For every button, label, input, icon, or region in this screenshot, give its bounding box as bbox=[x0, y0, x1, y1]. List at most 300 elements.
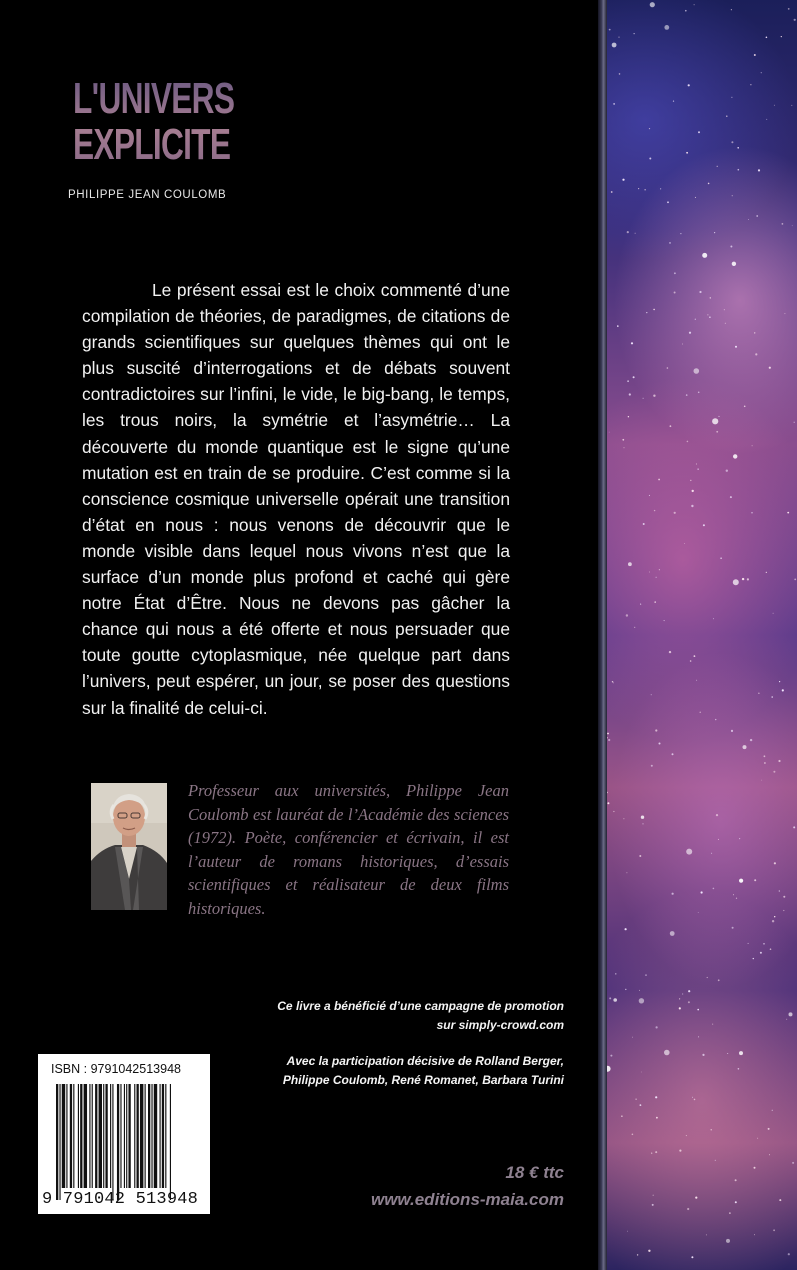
star bbox=[718, 839, 719, 840]
star bbox=[731, 9, 732, 10]
star bbox=[667, 367, 669, 369]
star bbox=[770, 948, 772, 950]
barcode-bar bbox=[170, 1084, 171, 1200]
star bbox=[619, 73, 621, 75]
barcode-bar bbox=[126, 1084, 127, 1188]
star bbox=[773, 771, 775, 773]
author-photo bbox=[91, 783, 167, 910]
star bbox=[718, 979, 720, 981]
barcode-bar bbox=[59, 1084, 60, 1200]
star bbox=[766, 37, 768, 39]
star bbox=[698, 912, 699, 913]
barcode-bar bbox=[80, 1084, 82, 1188]
star bbox=[761, 72, 762, 73]
star bbox=[638, 188, 639, 189]
star bbox=[784, 313, 785, 314]
star bbox=[649, 572, 650, 573]
star bbox=[697, 1009, 699, 1011]
barcode-bar bbox=[154, 1084, 157, 1188]
star bbox=[783, 896, 785, 898]
star bbox=[685, 10, 687, 12]
book-title bbox=[73, 76, 234, 168]
star bbox=[696, 464, 697, 465]
star bbox=[646, 312, 647, 313]
star bbox=[690, 480, 691, 481]
star bbox=[710, 297, 711, 298]
star bbox=[742, 578, 744, 580]
star bbox=[726, 1239, 730, 1243]
star bbox=[783, 910, 784, 911]
star bbox=[756, 215, 758, 217]
star bbox=[654, 510, 655, 511]
barcode-bar bbox=[140, 1084, 143, 1188]
star bbox=[660, 188, 661, 189]
star bbox=[715, 719, 716, 720]
star bbox=[782, 223, 784, 225]
barcode-bar bbox=[110, 1084, 111, 1188]
star bbox=[712, 1024, 713, 1025]
star bbox=[652, 1204, 654, 1206]
star bbox=[716, 431, 718, 433]
star bbox=[708, 183, 710, 185]
star bbox=[658, 479, 660, 481]
star bbox=[649, 158, 651, 160]
star bbox=[732, 262, 736, 266]
star bbox=[732, 195, 733, 196]
star bbox=[625, 928, 627, 930]
star bbox=[739, 838, 740, 839]
star bbox=[709, 316, 711, 318]
star bbox=[688, 1001, 690, 1003]
star bbox=[679, 1150, 681, 1152]
barcode-bar bbox=[112, 1084, 113, 1200]
star bbox=[730, 496, 732, 498]
star bbox=[689, 332, 691, 334]
star bbox=[651, 694, 652, 695]
star bbox=[698, 392, 700, 394]
star bbox=[639, 998, 644, 1003]
star bbox=[696, 680, 697, 681]
star bbox=[750, 739, 752, 741]
star bbox=[724, 309, 725, 310]
star bbox=[772, 1110, 773, 1111]
star bbox=[707, 977, 708, 978]
star bbox=[607, 802, 609, 804]
barcode-bar bbox=[78, 1084, 79, 1188]
star bbox=[733, 894, 734, 895]
barcode-bar bbox=[128, 1084, 130, 1188]
barcode-bar bbox=[103, 1084, 104, 1188]
star bbox=[623, 818, 624, 819]
star bbox=[613, 998, 617, 1002]
barcode-bar bbox=[89, 1084, 90, 1188]
spine-edge bbox=[598, 0, 607, 1270]
star bbox=[717, 166, 718, 167]
star bbox=[794, 422, 795, 423]
star bbox=[626, 872, 627, 873]
star bbox=[664, 620, 665, 621]
star bbox=[688, 84, 690, 86]
star bbox=[779, 890, 780, 891]
star bbox=[635, 1099, 636, 1100]
star bbox=[609, 29, 611, 31]
star bbox=[655, 1151, 657, 1153]
star bbox=[761, 780, 762, 781]
barcode-bar bbox=[120, 1084, 121, 1188]
author-biography: Professeur aux universités, Philippe Jean Coulomb est lauréat de l’Académie des sciences (1972). Poète, conférencier et écrivain, il est l’auteur de romans historiques, d’essais scientifiques et réalisateur de deux films historiques. bbox=[188, 781, 509, 918]
barcode-bar bbox=[151, 1084, 152, 1188]
star bbox=[632, 1134, 634, 1136]
barcode-bar bbox=[117, 1084, 119, 1200]
star bbox=[778, 760, 780, 762]
star bbox=[698, 1036, 699, 1037]
star bbox=[703, 524, 705, 526]
star bbox=[607, 1066, 611, 1072]
star bbox=[754, 332, 755, 333]
star bbox=[754, 54, 756, 56]
star bbox=[782, 689, 784, 691]
star bbox=[687, 1208, 689, 1210]
star bbox=[793, 826, 795, 828]
star bbox=[712, 418, 718, 424]
star bbox=[794, 579, 796, 581]
star bbox=[673, 101, 674, 102]
star bbox=[613, 103, 615, 105]
star bbox=[735, 346, 737, 348]
star bbox=[715, 1160, 716, 1161]
star bbox=[764, 755, 766, 757]
star bbox=[779, 681, 780, 682]
star bbox=[791, 105, 792, 106]
star bbox=[755, 353, 757, 355]
crowdfunding-credits bbox=[234, 997, 564, 1090]
star bbox=[772, 920, 774, 922]
star bbox=[774, 862, 776, 864]
star bbox=[781, 36, 782, 37]
star bbox=[738, 1068, 740, 1070]
star bbox=[702, 253, 707, 258]
star bbox=[608, 739, 610, 741]
star bbox=[692, 1097, 693, 1098]
star bbox=[766, 572, 767, 573]
star bbox=[664, 1050, 670, 1056]
star bbox=[771, 696, 773, 698]
star bbox=[674, 512, 676, 514]
star bbox=[699, 291, 701, 293]
star bbox=[768, 1128, 770, 1130]
star bbox=[725, 323, 726, 324]
star bbox=[763, 943, 765, 945]
credits-line-2: sur simply-crowd.com bbox=[436, 1018, 564, 1032]
barcode-bar bbox=[95, 1084, 97, 1188]
star bbox=[628, 562, 632, 566]
star bbox=[769, 1154, 770, 1155]
star bbox=[753, 958, 754, 959]
star bbox=[612, 43, 617, 48]
star bbox=[774, 105, 775, 106]
star bbox=[627, 1231, 628, 1232]
star bbox=[773, 613, 774, 614]
star bbox=[649, 128, 650, 129]
star bbox=[743, 745, 747, 749]
barcode-bar bbox=[148, 1084, 150, 1188]
star bbox=[731, 97, 732, 98]
star bbox=[643, 823, 644, 824]
star bbox=[639, 855, 641, 857]
star bbox=[744, 406, 746, 408]
star bbox=[688, 990, 690, 992]
star bbox=[607, 737, 608, 739]
barcode-bar bbox=[124, 1084, 125, 1188]
star bbox=[622, 179, 624, 181]
star bbox=[643, 398, 644, 399]
star bbox=[789, 1012, 793, 1016]
star bbox=[774, 916, 775, 917]
star bbox=[731, 730, 733, 732]
star bbox=[692, 490, 694, 492]
barcode-bar bbox=[66, 1084, 67, 1188]
star bbox=[733, 579, 739, 585]
barcode-bar bbox=[56, 1084, 58, 1200]
star bbox=[698, 131, 700, 133]
star-field bbox=[607, 0, 797, 1270]
star bbox=[691, 505, 693, 507]
star bbox=[653, 309, 654, 310]
star bbox=[656, 1117, 658, 1119]
barcode-bar bbox=[137, 1084, 139, 1188]
star bbox=[701, 891, 703, 893]
star bbox=[719, 416, 720, 417]
star bbox=[711, 853, 712, 854]
star bbox=[613, 683, 614, 684]
barcode-bar bbox=[92, 1084, 93, 1188]
barcode-bar bbox=[99, 1084, 102, 1188]
barcode-bar bbox=[62, 1084, 65, 1188]
star bbox=[648, 1250, 650, 1252]
star bbox=[694, 368, 700, 374]
star bbox=[645, 189, 646, 190]
star bbox=[651, 765, 653, 767]
star bbox=[607, 733, 609, 735]
star bbox=[792, 225, 793, 226]
star bbox=[618, 37, 619, 38]
star bbox=[674, 292, 676, 294]
star bbox=[641, 1072, 642, 1073]
star bbox=[758, 693, 759, 694]
star bbox=[748, 219, 749, 220]
star bbox=[726, 116, 727, 117]
star bbox=[694, 1099, 696, 1101]
star bbox=[735, 1179, 737, 1181]
star bbox=[682, 344, 683, 345]
star bbox=[779, 1199, 781, 1201]
star bbox=[656, 1026, 658, 1028]
star bbox=[637, 1254, 638, 1255]
author-name: PHILIPPE JEAN COULOMB bbox=[68, 189, 227, 201]
star bbox=[641, 816, 644, 819]
star bbox=[607, 792, 608, 793]
star bbox=[735, 1201, 737, 1203]
barcode-bar bbox=[134, 1084, 135, 1188]
star bbox=[674, 272, 676, 274]
star bbox=[686, 849, 692, 855]
star bbox=[664, 25, 669, 30]
star bbox=[726, 470, 728, 472]
star bbox=[625, 989, 626, 990]
star bbox=[686, 1135, 687, 1136]
star bbox=[739, 1051, 743, 1055]
star bbox=[714, 232, 715, 233]
star bbox=[751, 512, 752, 513]
star bbox=[695, 197, 696, 198]
star bbox=[670, 931, 675, 936]
star bbox=[650, 2, 655, 7]
star bbox=[787, 512, 789, 514]
star bbox=[679, 998, 680, 999]
star bbox=[792, 1162, 794, 1164]
credits-line-1: Ce livre a bénéficié d’une campagne de promotion bbox=[277, 999, 564, 1013]
star bbox=[624, 447, 625, 448]
star bbox=[690, 660, 692, 662]
star bbox=[615, 973, 616, 974]
star bbox=[627, 380, 629, 382]
star bbox=[634, 627, 635, 628]
star bbox=[750, 84, 751, 85]
star bbox=[754, 1234, 755, 1235]
star bbox=[613, 811, 614, 812]
star bbox=[640, 604, 641, 605]
star bbox=[707, 314, 708, 315]
star bbox=[656, 577, 657, 578]
star bbox=[752, 445, 753, 446]
star bbox=[788, 8, 790, 10]
star bbox=[680, 233, 681, 234]
star bbox=[739, 879, 743, 883]
star bbox=[733, 454, 737, 458]
star bbox=[653, 1195, 654, 1196]
star bbox=[732, 927, 734, 929]
star bbox=[669, 651, 671, 653]
barcode-bar bbox=[73, 1084, 74, 1188]
star bbox=[758, 169, 760, 171]
author-portrait-image bbox=[91, 783, 167, 910]
star bbox=[610, 1055, 612, 1057]
star bbox=[760, 952, 762, 954]
star bbox=[773, 1229, 775, 1231]
star bbox=[686, 394, 688, 396]
star bbox=[631, 342, 633, 344]
star bbox=[702, 1054, 704, 1056]
star bbox=[694, 655, 696, 657]
credits-spacer bbox=[234, 1035, 564, 1052]
book-summary: Le présent essai est le choix commenté d’une compilation de théories, de paradigmes, de citations de grands scientifiques sur quelques thèmes qui ont le plus suscité d’interrogations et de débats souvent contradictoires sur l’infini, le vide, le big-bang, le temps, les trous noirs, la symétrie et l’asymétrie… La découverte du monde quantique est le signe qu’une mutation est en train de se produire. C’est comme si la conscience cosmique universelle opérait une transition d’état en nous : nous venons de découvrir que le monde visible dans lequel nous vivons n’est que la surface d’un monde plus profond et caché qui gère notre État d’Être. Nous ne devons pas gâcher la chance qui nous a été offerte et nous persuader que toute goutte cytoplasmique, née quelque part dans l’univers, peut espérer, un jour, se poser des questions sur la finalité de celui-ci. bbox=[82, 280, 510, 718]
star bbox=[695, 319, 696, 320]
star bbox=[747, 578, 749, 580]
star bbox=[698, 469, 699, 470]
star bbox=[654, 601, 656, 603]
star bbox=[695, 1197, 697, 1199]
book-title-line-2: EXPLICITE bbox=[73, 120, 231, 169]
star bbox=[764, 762, 766, 764]
star bbox=[737, 147, 739, 149]
star bbox=[730, 246, 732, 248]
barcode-bar bbox=[70, 1084, 72, 1188]
isbn-barcode bbox=[38, 1054, 210, 1214]
star bbox=[643, 523, 645, 525]
star bbox=[731, 141, 733, 143]
book-title-line-1: L'UNIVERS bbox=[73, 74, 235, 123]
star bbox=[684, 543, 685, 544]
star bbox=[627, 231, 629, 233]
star bbox=[622, 439, 624, 441]
star bbox=[679, 1007, 681, 1009]
star bbox=[729, 1212, 731, 1214]
star bbox=[634, 33, 635, 34]
star bbox=[640, 1104, 642, 1106]
barcode-bar bbox=[84, 1084, 87, 1188]
star bbox=[653, 395, 655, 397]
barcode-bar bbox=[160, 1084, 161, 1188]
star bbox=[720, 557, 722, 559]
star bbox=[645, 974, 647, 976]
star bbox=[621, 1116, 622, 1117]
star bbox=[754, 879, 756, 881]
star bbox=[766, 119, 767, 120]
star bbox=[669, 242, 671, 244]
barcode-digits: 9 791042 513948 bbox=[42, 1190, 199, 1209]
star bbox=[611, 191, 613, 193]
star bbox=[612, 681, 613, 682]
star bbox=[682, 994, 683, 995]
credits-line-3: Avec la participation décisive de Rolland Berger, bbox=[286, 1054, 564, 1068]
star bbox=[686, 152, 688, 154]
barcode-bar bbox=[162, 1084, 164, 1188]
star bbox=[632, 1037, 633, 1038]
star bbox=[713, 618, 714, 619]
star bbox=[757, 1138, 758, 1139]
star bbox=[786, 1019, 787, 1020]
star bbox=[706, 1234, 707, 1235]
star bbox=[651, 1153, 652, 1154]
star bbox=[691, 1256, 693, 1258]
star bbox=[794, 19, 796, 21]
star bbox=[769, 367, 771, 369]
star bbox=[649, 495, 650, 496]
star bbox=[670, 425, 672, 427]
star bbox=[609, 432, 610, 433]
star bbox=[629, 393, 631, 395]
star bbox=[672, 893, 674, 895]
star bbox=[700, 712, 701, 713]
barcode-bar bbox=[165, 1084, 166, 1188]
price-label: 18 € ttc bbox=[505, 1163, 564, 1182]
star bbox=[639, 990, 640, 991]
star bbox=[655, 729, 657, 731]
star bbox=[672, 753, 674, 755]
barcode-bar bbox=[105, 1084, 107, 1188]
star bbox=[711, 1129, 712, 1130]
star bbox=[617, 325, 619, 327]
star bbox=[628, 416, 629, 417]
star bbox=[609, 997, 611, 999]
star bbox=[727, 1053, 728, 1054]
star bbox=[738, 169, 740, 171]
star bbox=[659, 569, 660, 570]
star bbox=[748, 943, 749, 944]
star bbox=[626, 614, 628, 616]
star bbox=[633, 376, 635, 378]
star bbox=[716, 814, 718, 816]
